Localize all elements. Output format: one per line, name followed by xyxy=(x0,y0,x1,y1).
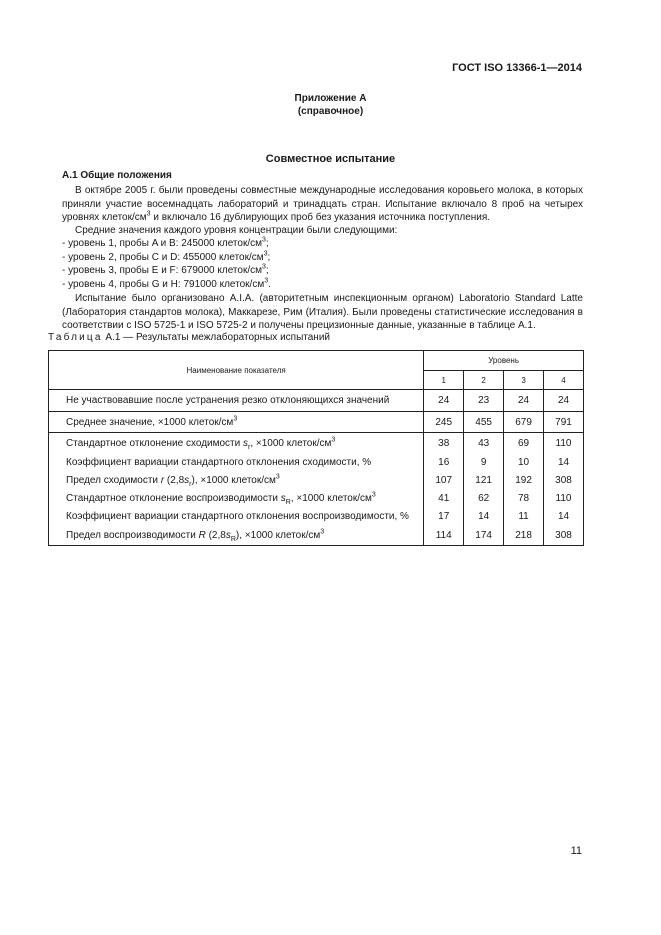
row-label-subscript: r xyxy=(189,481,192,488)
row-label-superscript: 3 xyxy=(331,436,336,444)
list-item-text: - уровень 4, пробы G и H: 791000 клеток/см xyxy=(62,278,265,290)
cell-value: 110 xyxy=(544,490,584,508)
row-label-symbol: r xyxy=(160,475,165,486)
list-item-text: - уровень 3, пробы E и F: 679000 клеток/см xyxy=(62,265,262,276)
table-row xyxy=(49,526,584,546)
cube-superscript: 3 xyxy=(263,250,268,258)
cell-value: 14 xyxy=(544,454,584,472)
cell-value: 24 xyxy=(504,390,544,412)
paragraph-levels-intro: Средние значения каждого уровня концентрации были следующими: xyxy=(75,225,398,236)
cell-value: 9 xyxy=(464,454,504,472)
cell-value: 16 xyxy=(424,454,464,472)
cell-value: 218 xyxy=(504,526,544,546)
row-label-subscript: R xyxy=(285,499,291,506)
paragraph-intro-text-a: В октябре 2005 г. были проведены совместные международные исследования коровьего молока, в которых приняли участие восемнадцать лабораторий и тринадцать стран. Испытание включало 8 проб на четырех уровнях клеток/см xyxy=(62,185,583,223)
cube-superscript: 3 xyxy=(262,236,266,244)
cell-value: 62 xyxy=(464,490,504,508)
row-label xyxy=(49,454,424,472)
cell-value: 38 xyxy=(424,433,464,454)
cell-value: 17 xyxy=(424,508,464,526)
cell-value: 110 xyxy=(544,433,584,454)
cell-value: 24 xyxy=(544,390,584,412)
list-item xyxy=(62,237,583,251)
level-header: 4 xyxy=(544,371,584,390)
level-header: 3 xyxy=(504,371,544,390)
table-caption xyxy=(48,332,330,343)
row-label xyxy=(49,526,424,546)
row-label xyxy=(49,508,424,526)
row-label-superscript: 3 xyxy=(320,528,325,536)
row-label-text: , ×1000 клеток/см xyxy=(250,437,332,449)
list-item-end: ; xyxy=(265,238,269,249)
row-label-symbol: s xyxy=(243,437,248,449)
paragraph-intro-text-b: и включало 16 дублирующих проб без указания источника поступления. xyxy=(150,212,491,223)
list-item xyxy=(62,264,583,278)
table-row xyxy=(49,454,584,472)
row-label-text: (2,8 xyxy=(205,529,226,541)
cell-value: 121 xyxy=(464,472,504,490)
cell-value: 791 xyxy=(544,412,584,433)
table-row xyxy=(49,472,584,490)
row-label-text: Предел воспроизводимости xyxy=(66,529,199,541)
list-item-end: ; xyxy=(265,265,269,276)
paragraph-intro xyxy=(62,184,583,225)
level-header: 1 xyxy=(424,371,464,390)
row-label-text: ), ×1000 клеток/см xyxy=(191,475,276,486)
page-number: 11 xyxy=(570,845,582,857)
table-caption-prefix: Таблица xyxy=(48,332,103,343)
row-label-text: Коэффициент вариации стандартного отклонения воспроизводимости, % xyxy=(66,511,409,522)
cell-value: 14 xyxy=(464,508,504,526)
level-list xyxy=(62,237,583,291)
cell-value: 107 xyxy=(424,472,464,490)
row-label-superscript: 3 xyxy=(371,491,376,499)
annex-heading xyxy=(0,92,661,118)
row-label-symbol: R xyxy=(198,529,206,541)
cell-value: 245 xyxy=(424,412,464,433)
cell-value: 23 xyxy=(464,390,504,412)
level-header: 2 xyxy=(464,371,504,390)
cell-value: 192 xyxy=(504,472,544,490)
row-label-symbol: s xyxy=(280,493,286,504)
cell-value: 78 xyxy=(504,490,544,508)
results-table xyxy=(48,350,584,546)
cell-value: 174 xyxy=(464,526,504,546)
list-item-text: - уровень 1, пробы A и B: 245000 клеток/см xyxy=(62,238,262,249)
table-row xyxy=(49,433,584,454)
row-label-symbol: s xyxy=(184,475,190,486)
table-row xyxy=(49,412,584,433)
table-row xyxy=(49,390,584,412)
list-item xyxy=(62,278,583,292)
row-label-text: , ×1000 клеток/см xyxy=(290,493,372,504)
cell-value: 69 xyxy=(504,433,544,454)
list-item-end: . xyxy=(268,278,271,290)
cell-value: 679 xyxy=(504,412,544,433)
row-label xyxy=(49,433,424,454)
row-label-subscript: R xyxy=(230,535,236,543)
list-item-text: - уровень 2, пробы C и D: 455000 клеток/см xyxy=(62,251,264,263)
column-header-level: Уровень xyxy=(424,351,584,371)
row-label xyxy=(49,412,424,433)
table-caption-text: А.1 — Результаты межлабораторных испытаний xyxy=(102,332,330,343)
cube-superscript: 3 xyxy=(261,263,266,271)
table-row xyxy=(49,508,584,526)
cell-value: 43 xyxy=(464,433,504,454)
cell-value: 114 xyxy=(424,526,464,546)
table-row xyxy=(49,490,584,508)
cell-value: 308 xyxy=(544,526,584,546)
list-item-end: ; xyxy=(267,251,271,263)
subsection-title: А.1 Общие положения xyxy=(62,170,172,181)
cell-value: 308 xyxy=(544,472,584,490)
annex-subtitle: (справочное) xyxy=(297,106,364,117)
row-label xyxy=(49,490,424,508)
column-header-name: Наименование показателя xyxy=(49,351,424,390)
row-label-text: Среднее значение, ×1000 клеток/см xyxy=(66,416,234,428)
cell-value: 10 xyxy=(504,454,544,472)
row-label-superscript: 3 xyxy=(233,415,238,423)
cell-value: 11 xyxy=(504,508,544,526)
cell-value: 455 xyxy=(464,412,504,433)
list-item xyxy=(62,251,583,265)
cell-value: 24 xyxy=(424,390,464,412)
cube-superscript: 3 xyxy=(146,210,151,218)
row-label-text: Предел сходимости xyxy=(66,475,161,486)
row-label-text: Коэффициент вариации стандартного отклонения сходимости, % xyxy=(66,457,372,468)
annex-title: Приложение А xyxy=(294,93,367,104)
cell-value: 14 xyxy=(544,508,584,526)
row-label-text: (2,8 xyxy=(164,475,185,486)
paragraph-organization: Испытание было организовано A.I.A. (авторитетным инспекционным органом) Laboratorio Standard Latte (Лаборатория стандартов молока), Маккарезе, Рим (Италия). Были проведены статистические исследования в соответствии с ISO 5725-1 и ISO 5725-2 и получены прецизионные данные, указанные в таблице А.1. xyxy=(62,293,583,331)
row-label-text: Стандартное отклонение сходимости xyxy=(66,437,243,449)
section-title: Совместное испытание xyxy=(265,153,396,165)
row-label-text: ), ×1000 клеток/см xyxy=(235,529,321,541)
row-label-subscript: r xyxy=(248,443,251,451)
cube-superscript: 3 xyxy=(264,277,269,285)
row-label xyxy=(49,472,424,490)
row-label-symbol: s xyxy=(225,529,231,541)
row-label xyxy=(49,390,424,412)
row-label-text: Стандартное отклонение воспроизводимости xyxy=(66,493,281,504)
row-label-superscript: 3 xyxy=(275,473,280,481)
cell-value: 41 xyxy=(424,490,464,508)
document-id: ГОСТ ISO 13366-1—2014 xyxy=(452,62,582,74)
row-label-text: Не участвовавшие после устранения резко отклоняющихся значений xyxy=(66,395,390,406)
